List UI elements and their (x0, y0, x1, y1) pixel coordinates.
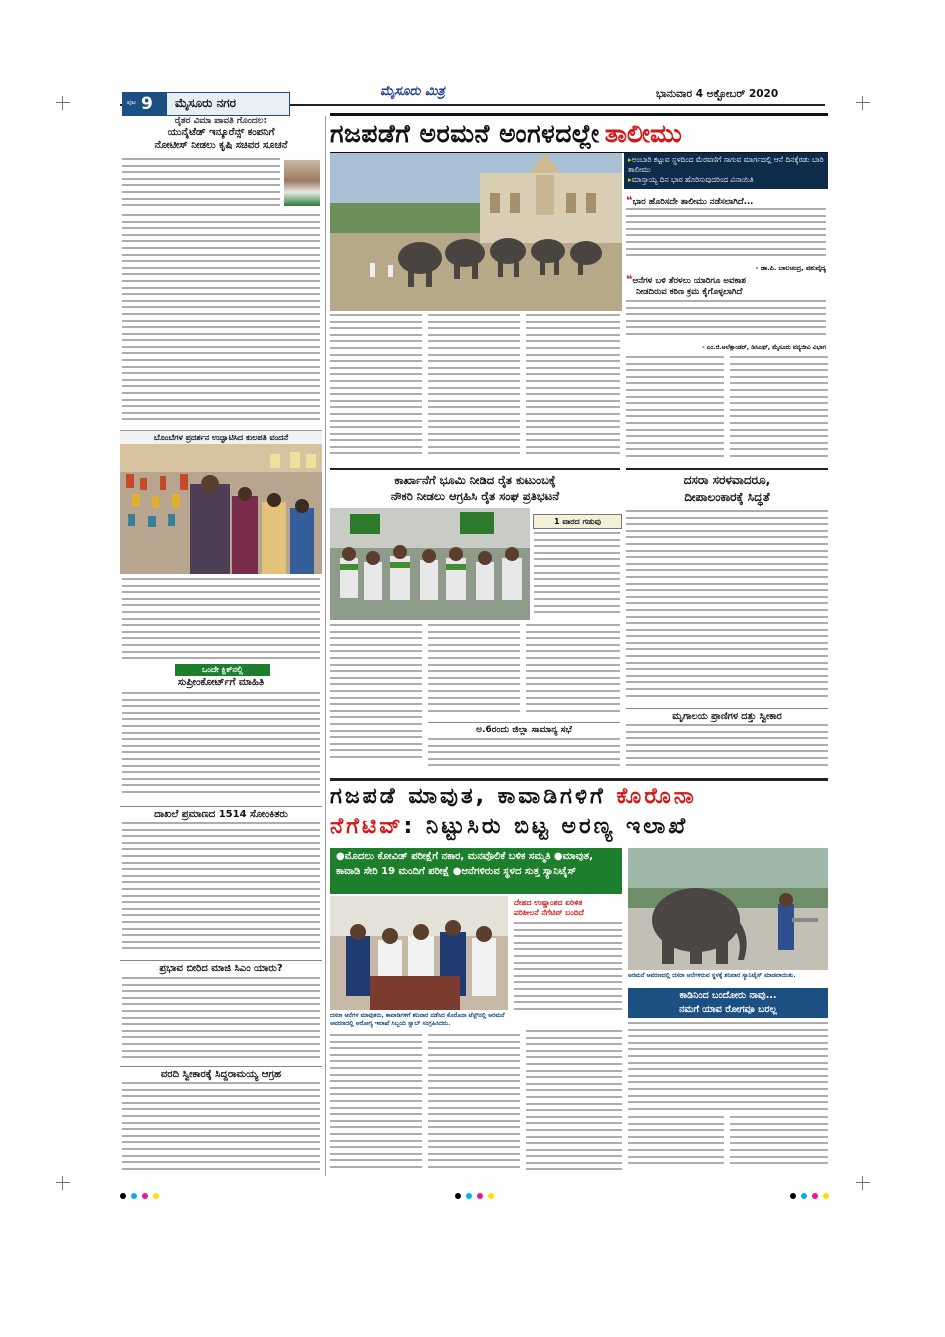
supreme-headline: ಸುಪ್ರೀಂಕೋರ್ಟ್‌ಗೆ ಮಾಹಿತಿ (177, 677, 265, 688)
left-top-kicker: ರೈತರ ವಿಮಾ ಪಾವತಿ ಗೊಂದಲ: (174, 116, 268, 126)
lead-bullet-2: ಮಾಸ್ತಾಯ್ಯ ದಿನ ಭಾರ ಹೊರಿಸುವುದರಿಂದ ವಿನಾಯಿತಿ (631, 175, 754, 184)
quote-icon: ❝ (626, 273, 633, 286)
lead-quote-1-headline (626, 194, 826, 207)
supreme-body (122, 692, 320, 802)
bottom-headline-1a: ಗಜಪಡೆ ಮಾವುತ, ಕಾವಾಡಿಗಳಿಗೆ (330, 784, 606, 809)
bottom-body-col3 (526, 1030, 622, 1172)
supreme-kicker: ಒಂದೇ ಕ್ಲಿಕ್‌ನಲ್ಲಿ (175, 664, 270, 676)
lead-bullet-1: ಅಂಬಾರಿ ಕಟ್ಟುವ ಸ್ಥಳದಿಂದ ಮೆರವಣಿಗೆ ಸಾಗುವ ಮಾರ್ಗದಲ್ಲಿ ಆನೆ ದಿನಕ್ಕೆರಡು ಬಾರಿ ತಾಲೀಮು (628, 155, 824, 174)
registration-mark (856, 1176, 870, 1190)
lead-quote-2-headline (626, 274, 826, 298)
masthead-brand: ಮೈಸೂರು ಮಿತ್ರ (380, 84, 445, 99)
bottom-headline (330, 782, 828, 842)
lead-body-col4 (626, 356, 724, 464)
forest-quote-line2: ನಮಗೆ ಯಾವ ರೋಗವೂ ಬರಲ್ಲ (679, 1004, 777, 1015)
bullet-marker: ▸ (628, 175, 632, 184)
page-label: ಪುಟ (127, 99, 136, 106)
exhibition-body (122, 578, 320, 668)
lead-quote-1-body (626, 208, 826, 264)
bottom-inset-line2: ಪರಿಶೀಲನೆ ನೆಗೆಟಿವ್ ಬಂದಿದೆ (514, 908, 584, 917)
meeting-headline: ಅ.6ರಂದು ಜಿಲ್ಲಾ ಸಾಮಾನ್ಯ ಸಭೆ (428, 722, 620, 735)
farmers-protest-photo (330, 508, 530, 620)
lead-headline-accent: ತಾಲೀಮು (604, 119, 682, 148)
covid-count-headline: ದಾಖಲೆ ಪ್ರಮಾಣದ 1514 ಸೋಂಕಿತರು (120, 806, 322, 820)
dasara-body (626, 510, 828, 708)
covid-test-photo (330, 896, 508, 1010)
palace-elephants-photo (330, 153, 622, 311)
dasara-headline-2: ದೀಪಾಲಂಕಾರಕ್ಕೆ ಸಿದ್ಧತೆ (684, 490, 770, 504)
farmers-headline-2: ನೌಕರಿ ನೀಡಲು ಆಗ್ರಹಿಸಿ ರೈತ ಸಂಘ ಪ್ರತಿಭಟನೆ (390, 489, 560, 503)
bottom-rule (330, 778, 828, 781)
dasara-rule (626, 468, 828, 470)
exhibition-headline: ಬೊಂಬೆಗಳ ಪ್ರದರ್ಶನ ಉದ್ಘಾಟಿಸಿದ ಕುಲಪತಿ ವಂದನೆ (120, 430, 322, 445)
farmers-body-col3 (526, 624, 620, 720)
zoo-adoption-headline: ಮೃಗಾಲಯ ಪ್ರಾಣಿಗಳ ದತ್ತು ಸ್ವೀಕಾರ (626, 708, 828, 722)
color-registration-dots (120, 1184, 164, 1203)
left-top-title-1: ಯುನೈಟೆಡ್ ಇನ್ಶೂರೆನ್ಸ್ ಕಂಪನಿಗೆ (167, 127, 275, 138)
lead-headline-main: ಗಜಪಡೆಗೆ ಅರಮನೆ ಅಂಗಳದಲ್ಲೇ (330, 119, 600, 148)
covid-count-body (122, 822, 320, 958)
siddu-body (122, 1082, 320, 1172)
lead-quote-1: ಭಾರ ಹೊರಿಸದೇ ತಾಲೀಮು ನಡೆಸಲಾಗಿದೆ... (632, 197, 754, 207)
bottom-caption-left: ದಸರಾ ಆನೆಗಳ ಮಾವುತರು, ಕಾವಾಡಿಗಳಿಗೆ ಶನಿವಾರ ನಡೆಸಿದ ಕೊರೊನಾ ಟೆಸ್ಟ್‌ನಲ್ಲಿ ಅರಮನೆ ಆವರಣದಲ್ಲಿ ಆರೋಗ್ಯ ಇಲಾಖೆ ಸಿಬ್ಬಂದಿ ಸ್ವಾಬ್ ಸಂಗ್ರಹಿಸಿದರು. (330, 1012, 505, 1027)
lead-headline (330, 113, 828, 153)
farmers-side-body (534, 532, 620, 620)
ex-cm-headline: ಪ್ರಭಾವ ಬೀರಿದ ಮಾಜಿ ಸಿಎಂ ಯಾರು? (120, 960, 322, 974)
masthead-date: ಭಾನುವಾರ 4 ಅಕ್ಟೋಬರ್ 2020 (656, 88, 779, 100)
farmers-body-col1 (330, 624, 422, 770)
bottom-body-col1 (330, 1034, 422, 1172)
bottom-caption-right: ಅರಮನೆ ಆವರಣದಲ್ಲಿ ದಸರಾ ಆನೆಗಳಿರುವ ಸ್ಥಳಕ್ಕೆ ಶನಿವಾರ ಸ್ಯಾನಿಟೈಸ್ ಮಾಡಲಾಯಿತು. (628, 972, 796, 979)
bottom-bullets: ●ಮೊದಲು ಕೋವಿಡ್ ಪರೀಕ್ಷೆಗೆ ನಕಾರ, ಮನವೊಲಿಕೆ ಬಳಿಕ ಸಮ್ಮತಿ ●ಮಾವುತ, ಕಾವಾಡಿ ಸೇರಿ 19 ಮಂದಿಗೆ ಪರೀಕ್ಷೆ ●ಆನೆಗಳಿರುವ ಸ್ಥಳದ ಸುತ್ತ ಸ್ಯಾನಿಟೈಸ್ (330, 848, 622, 894)
bottom-headline-2b: : ನಿಟ್ಟುಸಿರು ಬಿಟ್ಟ ಅರಣ್ಯ ಇಲಾಖೆ (403, 814, 689, 839)
bottom-headline-1b: ಕೊರೊನಾ (616, 784, 697, 809)
color-registration-dots (455, 1184, 499, 1203)
lead-body-col5 (730, 356, 828, 464)
doll-exhibition-photo (120, 444, 322, 574)
bullet-marker: ▸ (628, 155, 632, 164)
farmers-rule (330, 468, 620, 470)
ex-cm-body (122, 977, 320, 1063)
lead-body-col3 (526, 314, 620, 464)
forest-body-col1 (628, 1116, 724, 1172)
minister-portrait (284, 160, 320, 206)
left-top-body-2 (122, 214, 320, 430)
forest-quote-box (628, 988, 828, 1018)
bottom-body-col2 (428, 1034, 520, 1172)
lead-quote-2-body (626, 300, 826, 344)
bottom-headline-2a: ನೆಗೆಟಿವ್ (330, 814, 404, 839)
section-label (122, 92, 290, 116)
farmers-deadline-tag: 1 ವಾರದ ಗಡುವು (533, 514, 622, 529)
lead-quote-2-credit: - ಎಂ.ಜಿ.ಅಲೆಕ್ಸಾಂಡರ್, ಡಿಸಿಎಫ್, ಮೈಸೂರು ವನ್ಯಜೀವಿ ವಿಭಾಗ (702, 344, 826, 351)
lead-quote-1-credit: - ಡಾ.ಪಿ. ಬಾಲಚಂದ್ರ, ಪಶುವೈದ್ಯ (755, 264, 826, 272)
forest-body (628, 1022, 828, 1112)
siddu-headline: ವರದಿ ಸ್ವೀಕಾರಕ್ಕೆ ಸಿದ್ದರಾಮಯ್ಯ ಆಗ್ರಹ (120, 1066, 322, 1080)
forest-quote-line1: ಕಾಡಿನಿಂದ ಬಂದೋರು ನಾವು... (679, 990, 777, 1001)
farmers-headline (330, 472, 620, 504)
farmers-body-col2 (428, 624, 520, 720)
registration-mark (56, 1176, 70, 1190)
quote-icon: ❝ (626, 194, 633, 207)
dasara-headline-1: ದಸರಾ ಸರಳವಾದರೂ, (683, 473, 771, 487)
zoo-adoption-body (626, 724, 828, 772)
column-divider (325, 116, 326, 1176)
meeting-body (428, 738, 620, 772)
forest-body-col2 (730, 1116, 828, 1172)
dasara-headline (626, 472, 828, 506)
farmers-headline-1: ಕಾರ್ಖಾನೆಗೆ ಭೂಮಿ ನೀಡಿದ ರೈತ ಕುಟುಂಬಕ್ಕೆ (394, 473, 556, 487)
bottom-inset-headline (514, 898, 622, 918)
page-number: 9 (141, 94, 153, 114)
lead-body-col1 (330, 314, 422, 464)
lead-bullets (624, 153, 828, 189)
registration-mark (56, 96, 70, 110)
left-top-title-2: ನೋಟೀಸ್ ನೀಡಲು ಕೃಷಿ ಸಚಿವರ ಸೂಚನೆ (154, 140, 288, 151)
lead-quote-2-line1: ಆನೆಗಳ ಬಳಿ ತೆರಳಲು ಯಾರಿಗೂ ಅವಕಾಶ (632, 276, 746, 286)
bottom-inset-body (514, 922, 622, 1014)
left-top-headline (120, 116, 322, 152)
page-number-box (123, 93, 167, 115)
section-name: ಮೈಸೂರು ನಗರ (175, 96, 237, 110)
elephant-sanitize-photo (628, 848, 828, 970)
registration-mark (856, 96, 870, 110)
color-registration-dots (790, 1184, 834, 1203)
bottom-inset-line1: ದೇಹದ ಉಷ್ಣಾಂಶದ ಏರಿಳಿತ (514, 898, 583, 907)
lead-body-col2 (428, 314, 520, 464)
left-top-body-1 (122, 158, 280, 214)
lead-quote-2-line2: ನೀಡದಿರುವ ಕಠಿಣ ಕ್ರಮ ಕೈಗೊಳ್ಳಲಾಗಿದೆ (636, 287, 743, 297)
